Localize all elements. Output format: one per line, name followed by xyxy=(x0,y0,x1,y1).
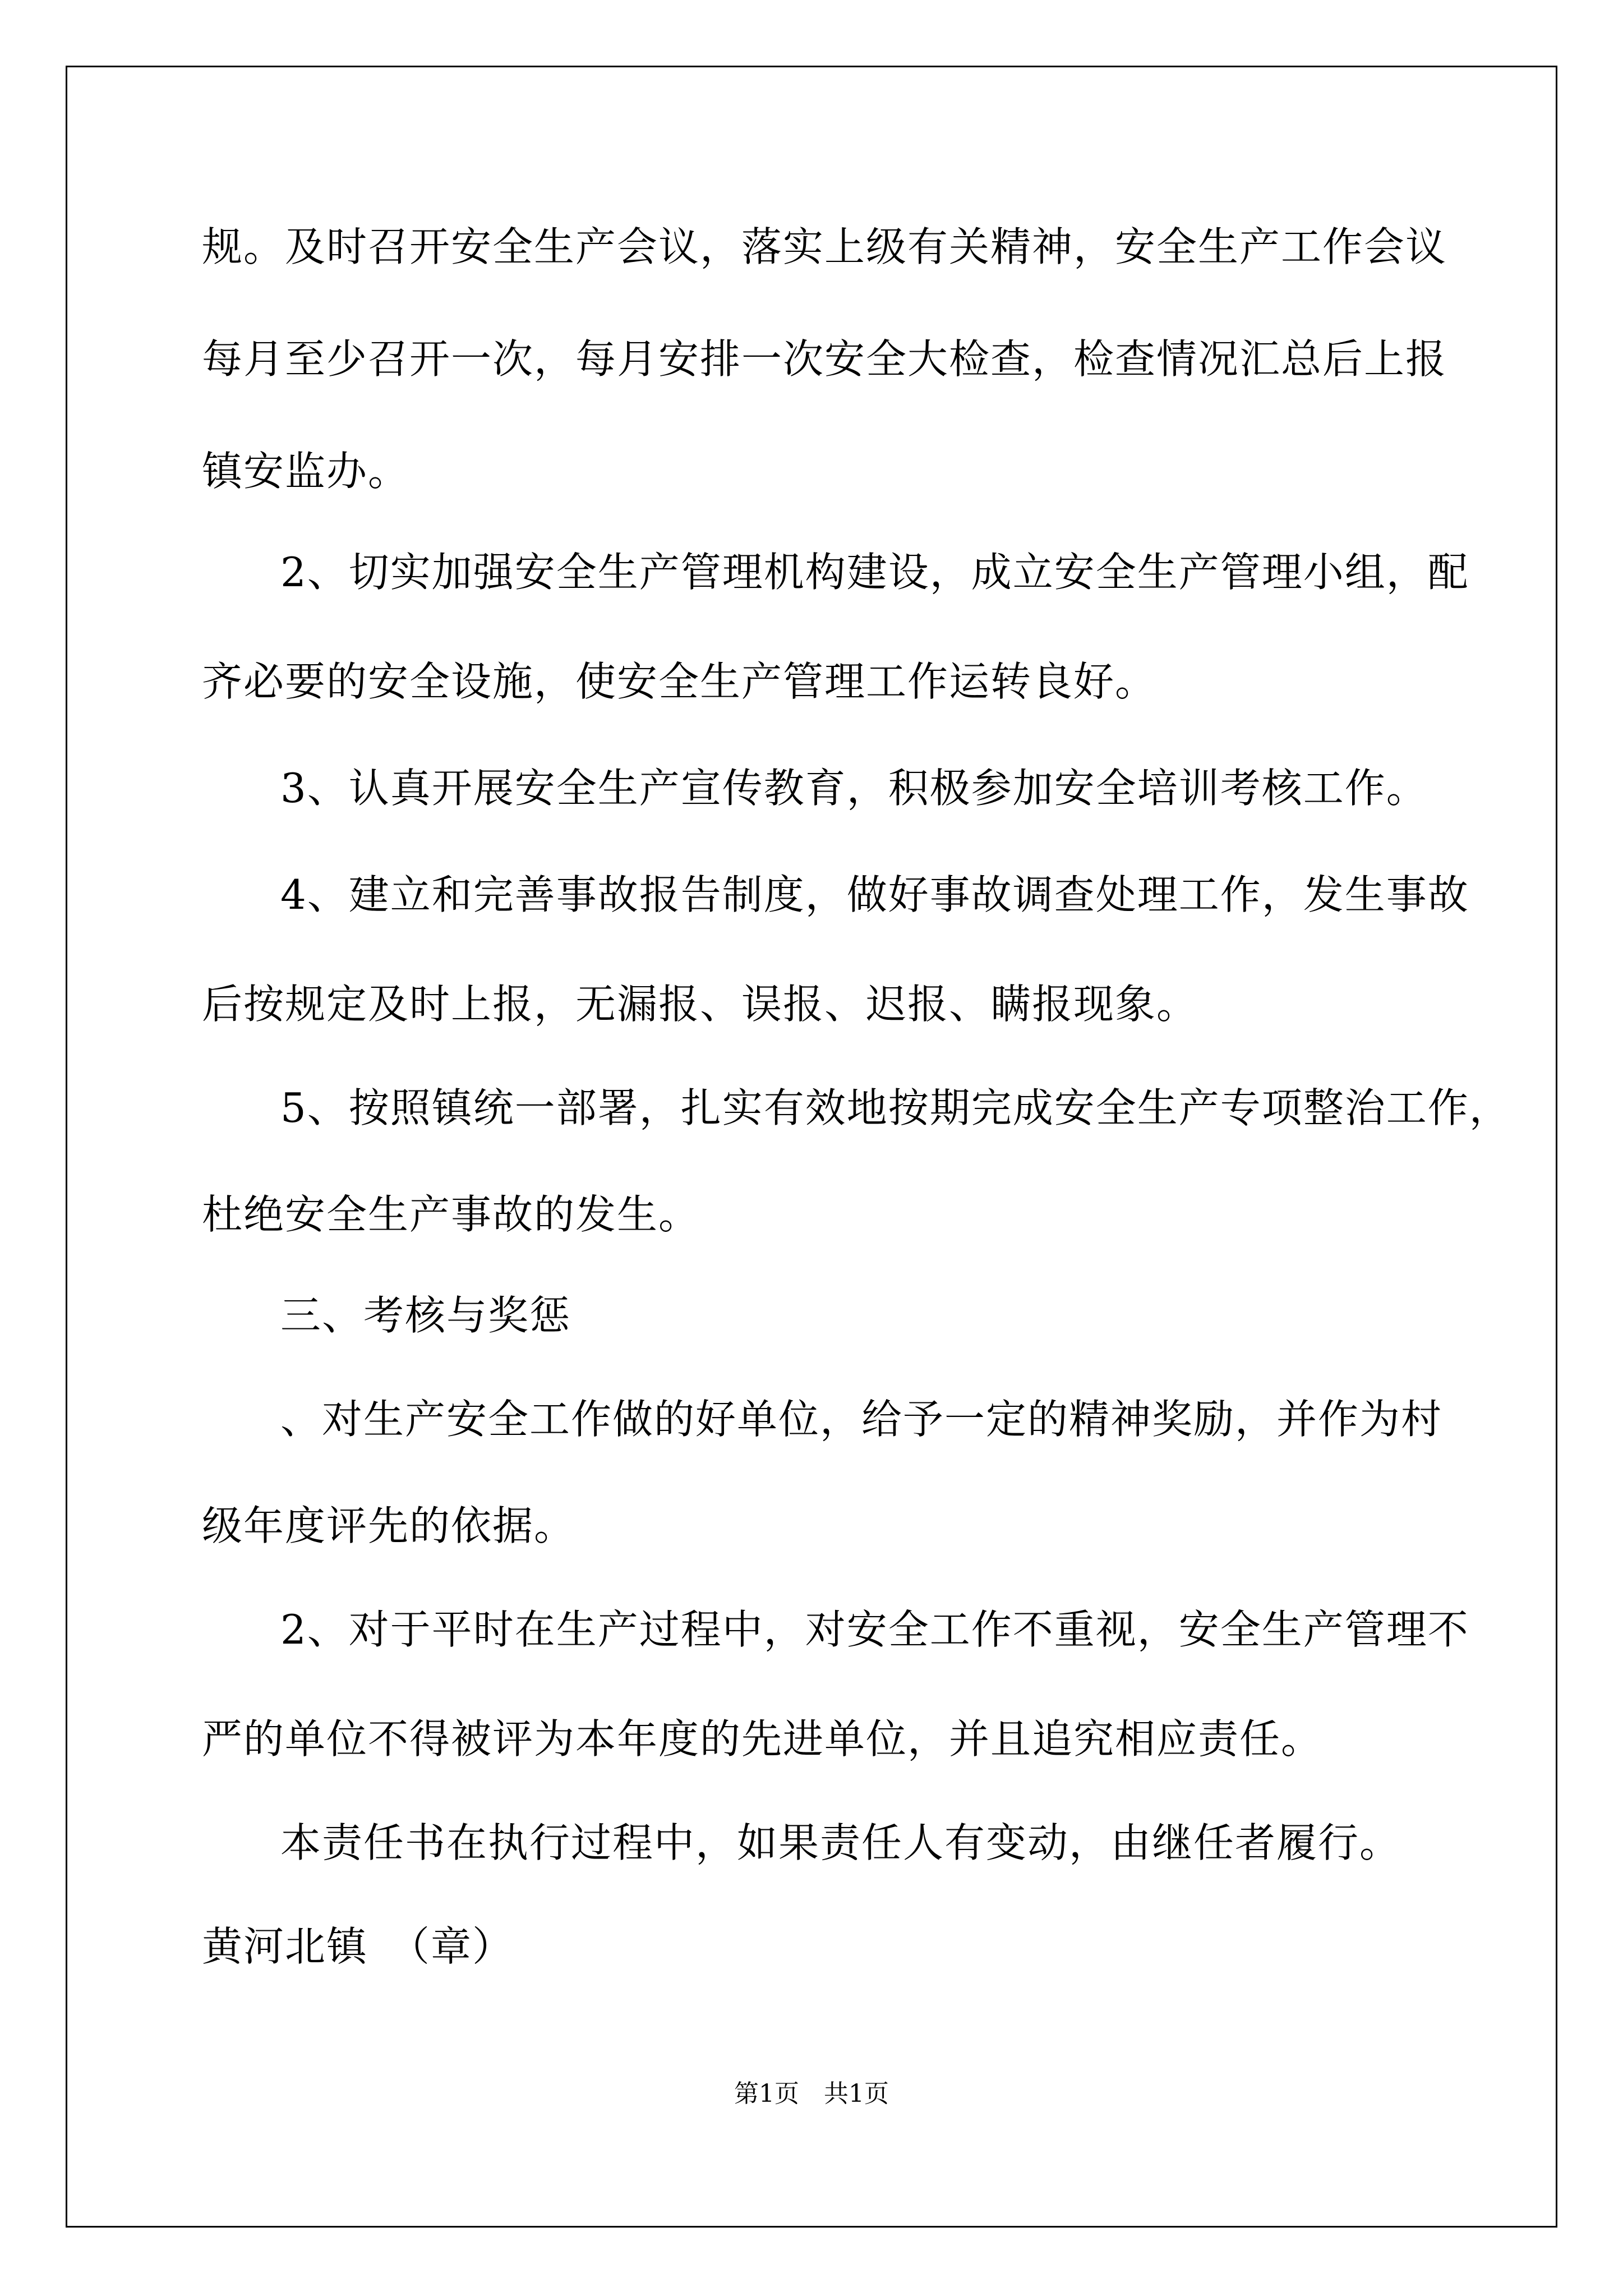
paragraph-line: 4、建立和完善事故报告制度，做好事故调查处理工作，发生事故 xyxy=(280,871,1469,918)
paragraph-line: 杜绝安全生产事故的发生。 xyxy=(202,1191,700,1238)
paragraph-line: 级年度评先的依据。 xyxy=(202,1502,576,1549)
page-number: 第1页 共1页 xyxy=(734,2079,889,2108)
paragraph-line: 、对生产安全工作做的好单位，给予一定的精神奖励，并作为村 xyxy=(280,1396,1443,1443)
paragraph-line: 2、切实加强安全生产管理机构建设，成立安全生产管理小组，配 xyxy=(280,549,1469,596)
paragraph-line: 严的单位不得被评为本年度的先进单位，并且追究相应责任。 xyxy=(202,1715,1323,1763)
section-heading: 三、考核与奖惩 xyxy=(280,1292,571,1339)
paragraph-line: 本责任书在执行过程中，如果责任人有变动，由继任者履行。 xyxy=(280,1819,1401,1866)
paragraph-line: 每月至少召开一次，每月安排一次安全大检查，检查情况汇总后上报 xyxy=(202,335,1447,383)
paragraph-line: 齐必要的安全设施，使安全生产管理工作运转良好。 xyxy=(202,658,1157,705)
paragraph-line: 2、对于平时在生产过程中，对安全工作不重视，安全生产管理不 xyxy=(280,1606,1469,1653)
paragraph-line: 5、按照镇统一部署，扎实有效地按期完成安全生产专项整治工作， xyxy=(280,1084,1511,1131)
page-frame xyxy=(66,66,1557,2228)
paragraph-line: 3、认真开展安全生产宣传教育，积极参加安全培训考核工作。 xyxy=(280,765,1428,812)
paragraph-line: 镇安监办。 xyxy=(202,448,410,495)
paragraph-line: 规。及时召开安全生产会议，落实上级有关精神，安全生产工作会议 xyxy=(202,223,1447,270)
signature-line: 黄河北镇 （章） xyxy=(202,1923,514,1970)
paragraph-line: 后按规定及时上报，无漏报、误报、迟报、瞒报现象。 xyxy=(202,981,1198,1028)
